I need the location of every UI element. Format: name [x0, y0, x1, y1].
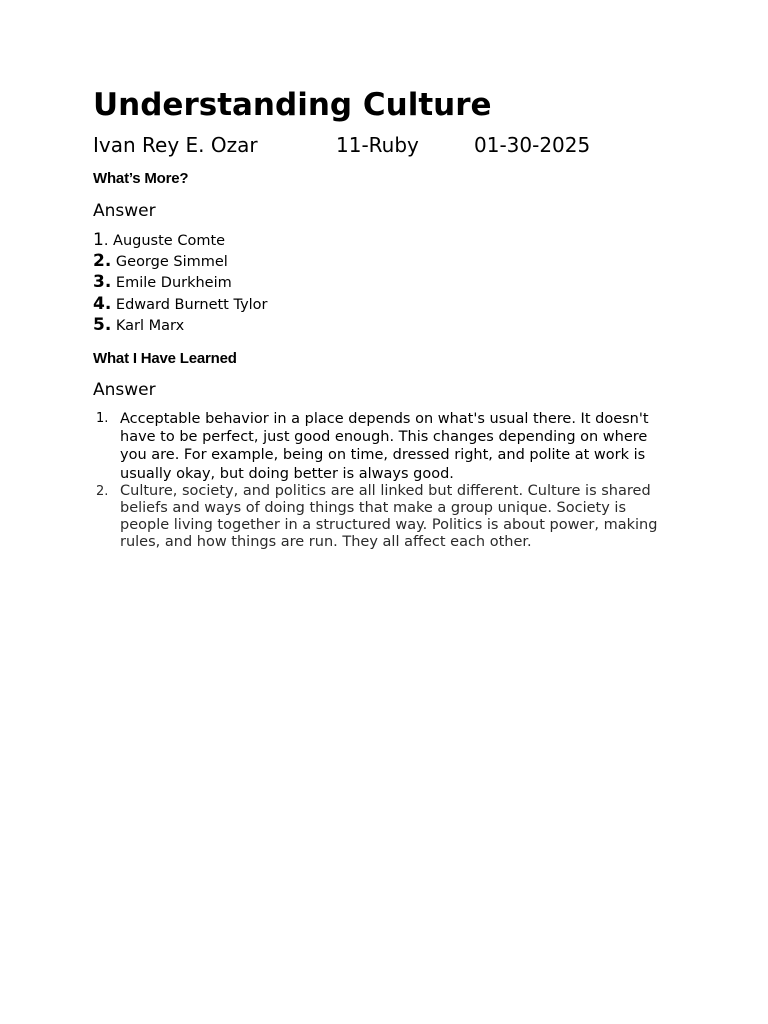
list-item-number: 2.	[93, 251, 112, 272]
list-item-name: Edward Burnett Tylor	[115, 296, 268, 313]
list-item	[93, 315, 268, 336]
list-item	[93, 294, 268, 315]
submission-date: 01-30-2025	[474, 133, 591, 157]
list-item	[93, 410, 673, 483]
sociologist-list	[93, 230, 268, 336]
list-item-name: Auguste Comte	[113, 233, 226, 249]
whats-more-heading: What’s More?	[93, 170, 189, 187]
list-item-text: Culture, society, and politics are all linked but different. Culture is shared beliefs and ways of doing things that make a group unique. Society is people living together in a structured way. Politics is about power, making rules, and how things are run. They all affect each other.	[120, 482, 658, 551]
list-item-punctuation: .	[103, 233, 109, 249]
list-item-number: 1.	[96, 411, 109, 426]
list-item-number: 5.	[93, 314, 112, 335]
list-item	[93, 483, 673, 552]
document-title: Understanding Culture	[93, 87, 492, 123]
what-i-have-learned-heading: What I Have Learned	[93, 350, 237, 367]
student-name: Ivan Rey E. Ozar	[93, 133, 258, 157]
list-item-number: 3.	[93, 272, 112, 293]
list-item-name: Karl Marx	[115, 317, 185, 334]
list-item	[93, 272, 268, 293]
student-section: 11-Ruby	[336, 133, 419, 157]
list-item-number: 1	[93, 230, 104, 250]
list-item-text: Acceptable behavior in a place depends on what's usual there. It doesn't have to be perfect, just good enough. This changes depending on where you are. For example, being on time, dressed right, and polite at work is usually okay, but doing better is always good.	[120, 411, 649, 482]
list-item	[93, 230, 268, 251]
whats-more-answer-label: Answer	[93, 201, 156, 221]
list-item	[93, 251, 268, 272]
list-item-number: 2.	[96, 483, 109, 499]
learned-list	[93, 410, 673, 552]
learned-answer-label: Answer	[93, 380, 156, 400]
list-item-number: 4.	[93, 293, 112, 314]
list-item-name: George Simmel	[115, 254, 228, 271]
list-item-name: Emile Durkheim	[115, 275, 232, 292]
